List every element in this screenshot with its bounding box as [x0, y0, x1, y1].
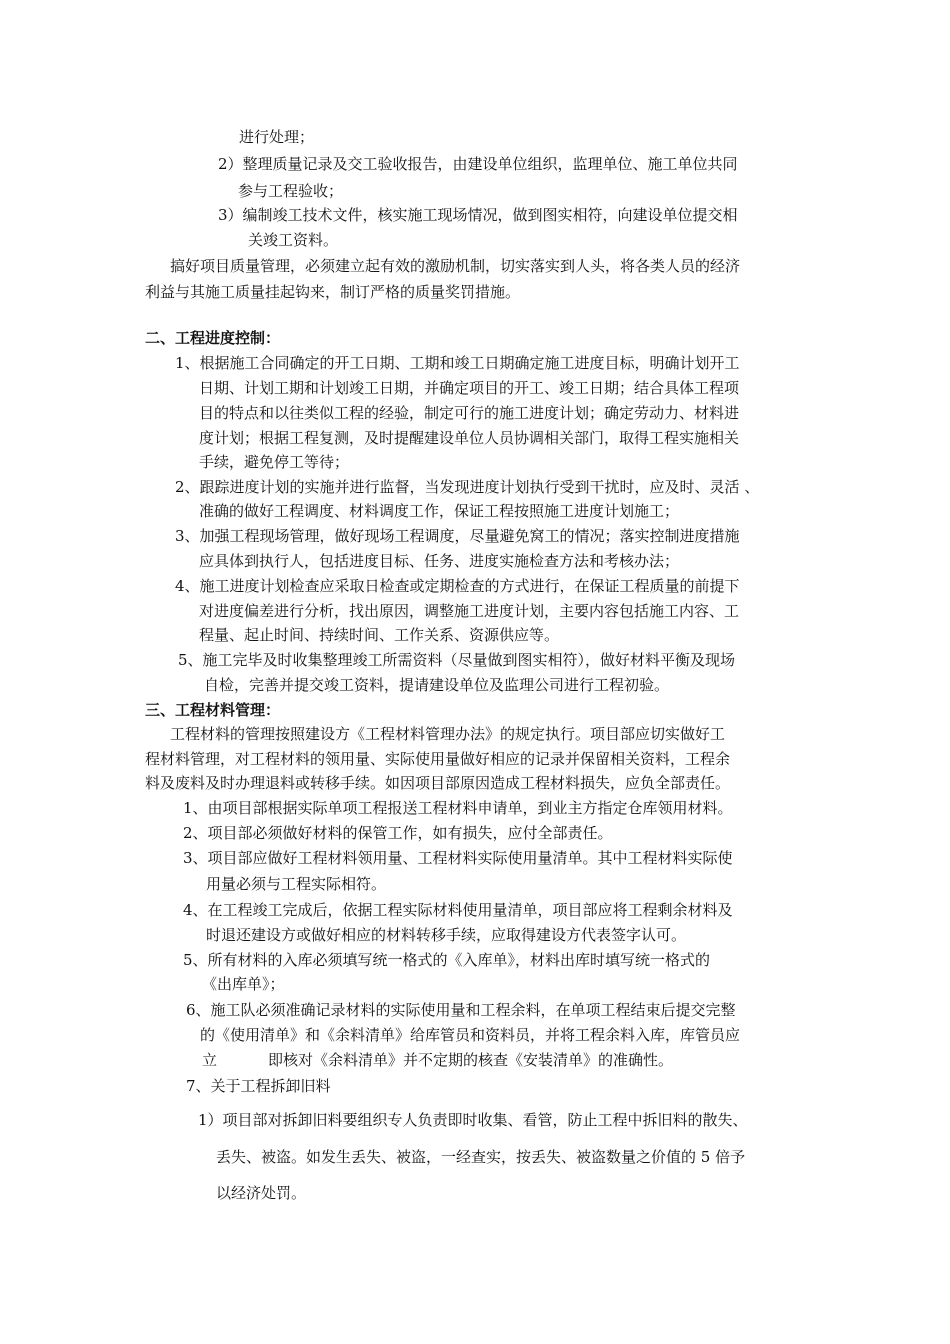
paragraph-line: 程材料管理，对工程材料的领用量、实际使用量做好相应的记录并保留相关资料，工程余: [145, 750, 731, 768]
list-item: 5、施工完毕及时收集整理竣工所需资料（尽量做到图实相符），做好材料平衡及现场: [178, 651, 736, 669]
text-line: 用量必须与工程实际相符。: [206, 875, 387, 893]
sub-list-item: 1）项目部对拆卸旧料要组织专人负责即时收集、看管，防止工程中拆旧料的散失、: [198, 1111, 748, 1129]
list-item: 1、由项目部根据实际单项工程报送工程材料申请单，到业主方指定仓库领用材料。: [183, 799, 733, 817]
list-item: 4、施工进度计划检查应采取日检查或定期检查的方式进行，在保证工程质量的前提下: [175, 577, 740, 595]
list-item: 3、项目部应做好工程材料领用量、工程材料实际使用量清单。其中工程材料实际使: [183, 849, 733, 867]
text-line: 应具体到执行人，包括进度目标、任务、进度实施检查方法和考核办法；: [199, 552, 680, 570]
text-line: 时退还建设方或做好相应的材料转移手续，应取得建设方代表签字认可。: [206, 926, 687, 944]
list-item: 5、所有材料的入库必须填写统一格式的《入库单》，材料出库时填写统一格式的: [183, 951, 711, 969]
text-line: 日期、计划工期和计划竣工日期，并确定项目的开工、竣工日期；结合具体工程项: [199, 379, 740, 397]
text-line: 立: [202, 1051, 218, 1069]
list-item: 3）编制竣工技术文件，核实施工现场情况，做到图实相符，向建设单位提交相: [218, 206, 738, 224]
text-line: 手续，避免停工等待；: [199, 453, 350, 471]
text-line: 准确的做好工程调度、材料调度工作，保证工程按照施工进度计划施工；: [199, 502, 680, 520]
text-line: 参与工程验收；: [238, 182, 344, 200]
section-heading: 三、工程材料管理：: [145, 701, 281, 719]
paragraph-line: 利益与其施工质量挂起钩来，制订严格的质量奖罚措施。: [145, 283, 521, 301]
list-item: 2、项目部必须做好材料的保管工作，如有损失，应付全部责任。: [183, 824, 613, 842]
text-line: 丢失、被盗。如发生丢失、被盗，一经查实，按丢失、被盗数量之价值的 5 倍予: [216, 1148, 746, 1166]
section-heading: 二、工程进度控制：: [145, 329, 281, 347]
text-line: 目的特点和以往类似工程的经验，制定可行的施工进度计划；确定劳动力、材料进: [199, 404, 740, 422]
text-line: 《出库单》；: [202, 975, 285, 993]
text-line: 程量、起止时间、持续时间、工作关系、资源供应等。: [199, 626, 560, 644]
paragraph-line: 工程材料的管理按照建设方《工程材料管理办法》的规定执行。项目部应切实做好工: [170, 725, 726, 743]
paragraph-line: 搞好项目质量管理，必须建立起有效的激励机制，切实落实到人头，将各类人员的经济: [170, 257, 741, 275]
list-item: 6、施工队必须准确记录材料的实际使用量和工程余料，在单项工程结束后提交完整: [186, 1001, 736, 1019]
text-line: 度计划；根据工程复测，及时提醒建设单位人员协调相关部门，取得工程实施相关: [199, 429, 740, 447]
text-line: 进行处理；: [239, 128, 315, 146]
text-line: 的《使用清单》和《余料清单》给库管员和资料员，并将工程余料入库，库管员应: [200, 1026, 741, 1044]
text-line: 关竣工资料。: [248, 231, 339, 249]
list-item: 2）整理质量记录及交工验收报告，由建设单位组织，监理单位、施工单位共同: [218, 155, 738, 173]
list-item: 7、关于工程拆卸旧料: [186, 1077, 331, 1095]
list-item: 1、根据施工合同确定的开工日期、工期和竣工日期确定施工进度目标，明确计划开工: [175, 354, 740, 372]
list-item: 3、加强工程现场管理，做好现场工程调度，尽量避免窝工的情况；落实控制进度措施: [175, 527, 740, 545]
paragraph-line: 料及废料及时办理退料或转移手续。如因项目部原因造成工程材料损失，应负全部责任。: [145, 774, 731, 792]
text-line: 自检，完善并提交竣工资料，提请建设单位及监理公司进行工程初验。: [204, 676, 670, 694]
list-item: 2、跟踪进度计划的实施并进行监督，当发现进度计划执行受到干扰时，应及时、灵活 、: [175, 478, 760, 496]
text-line: 对进度偏差进行分析，找出原因，调整施工进度计划，主要内容包括施工内容、工: [199, 602, 740, 620]
text-line: 即核对《余料清单》并不定期的核查《安装清单》的准确性。: [268, 1051, 674, 1069]
text-line: 以经济处罚。: [216, 1184, 307, 1202]
list-item: 4、在工程竣工完成后，依据工程实际材料使用量清单，项目部应将工程剩余材料及: [183, 901, 733, 919]
